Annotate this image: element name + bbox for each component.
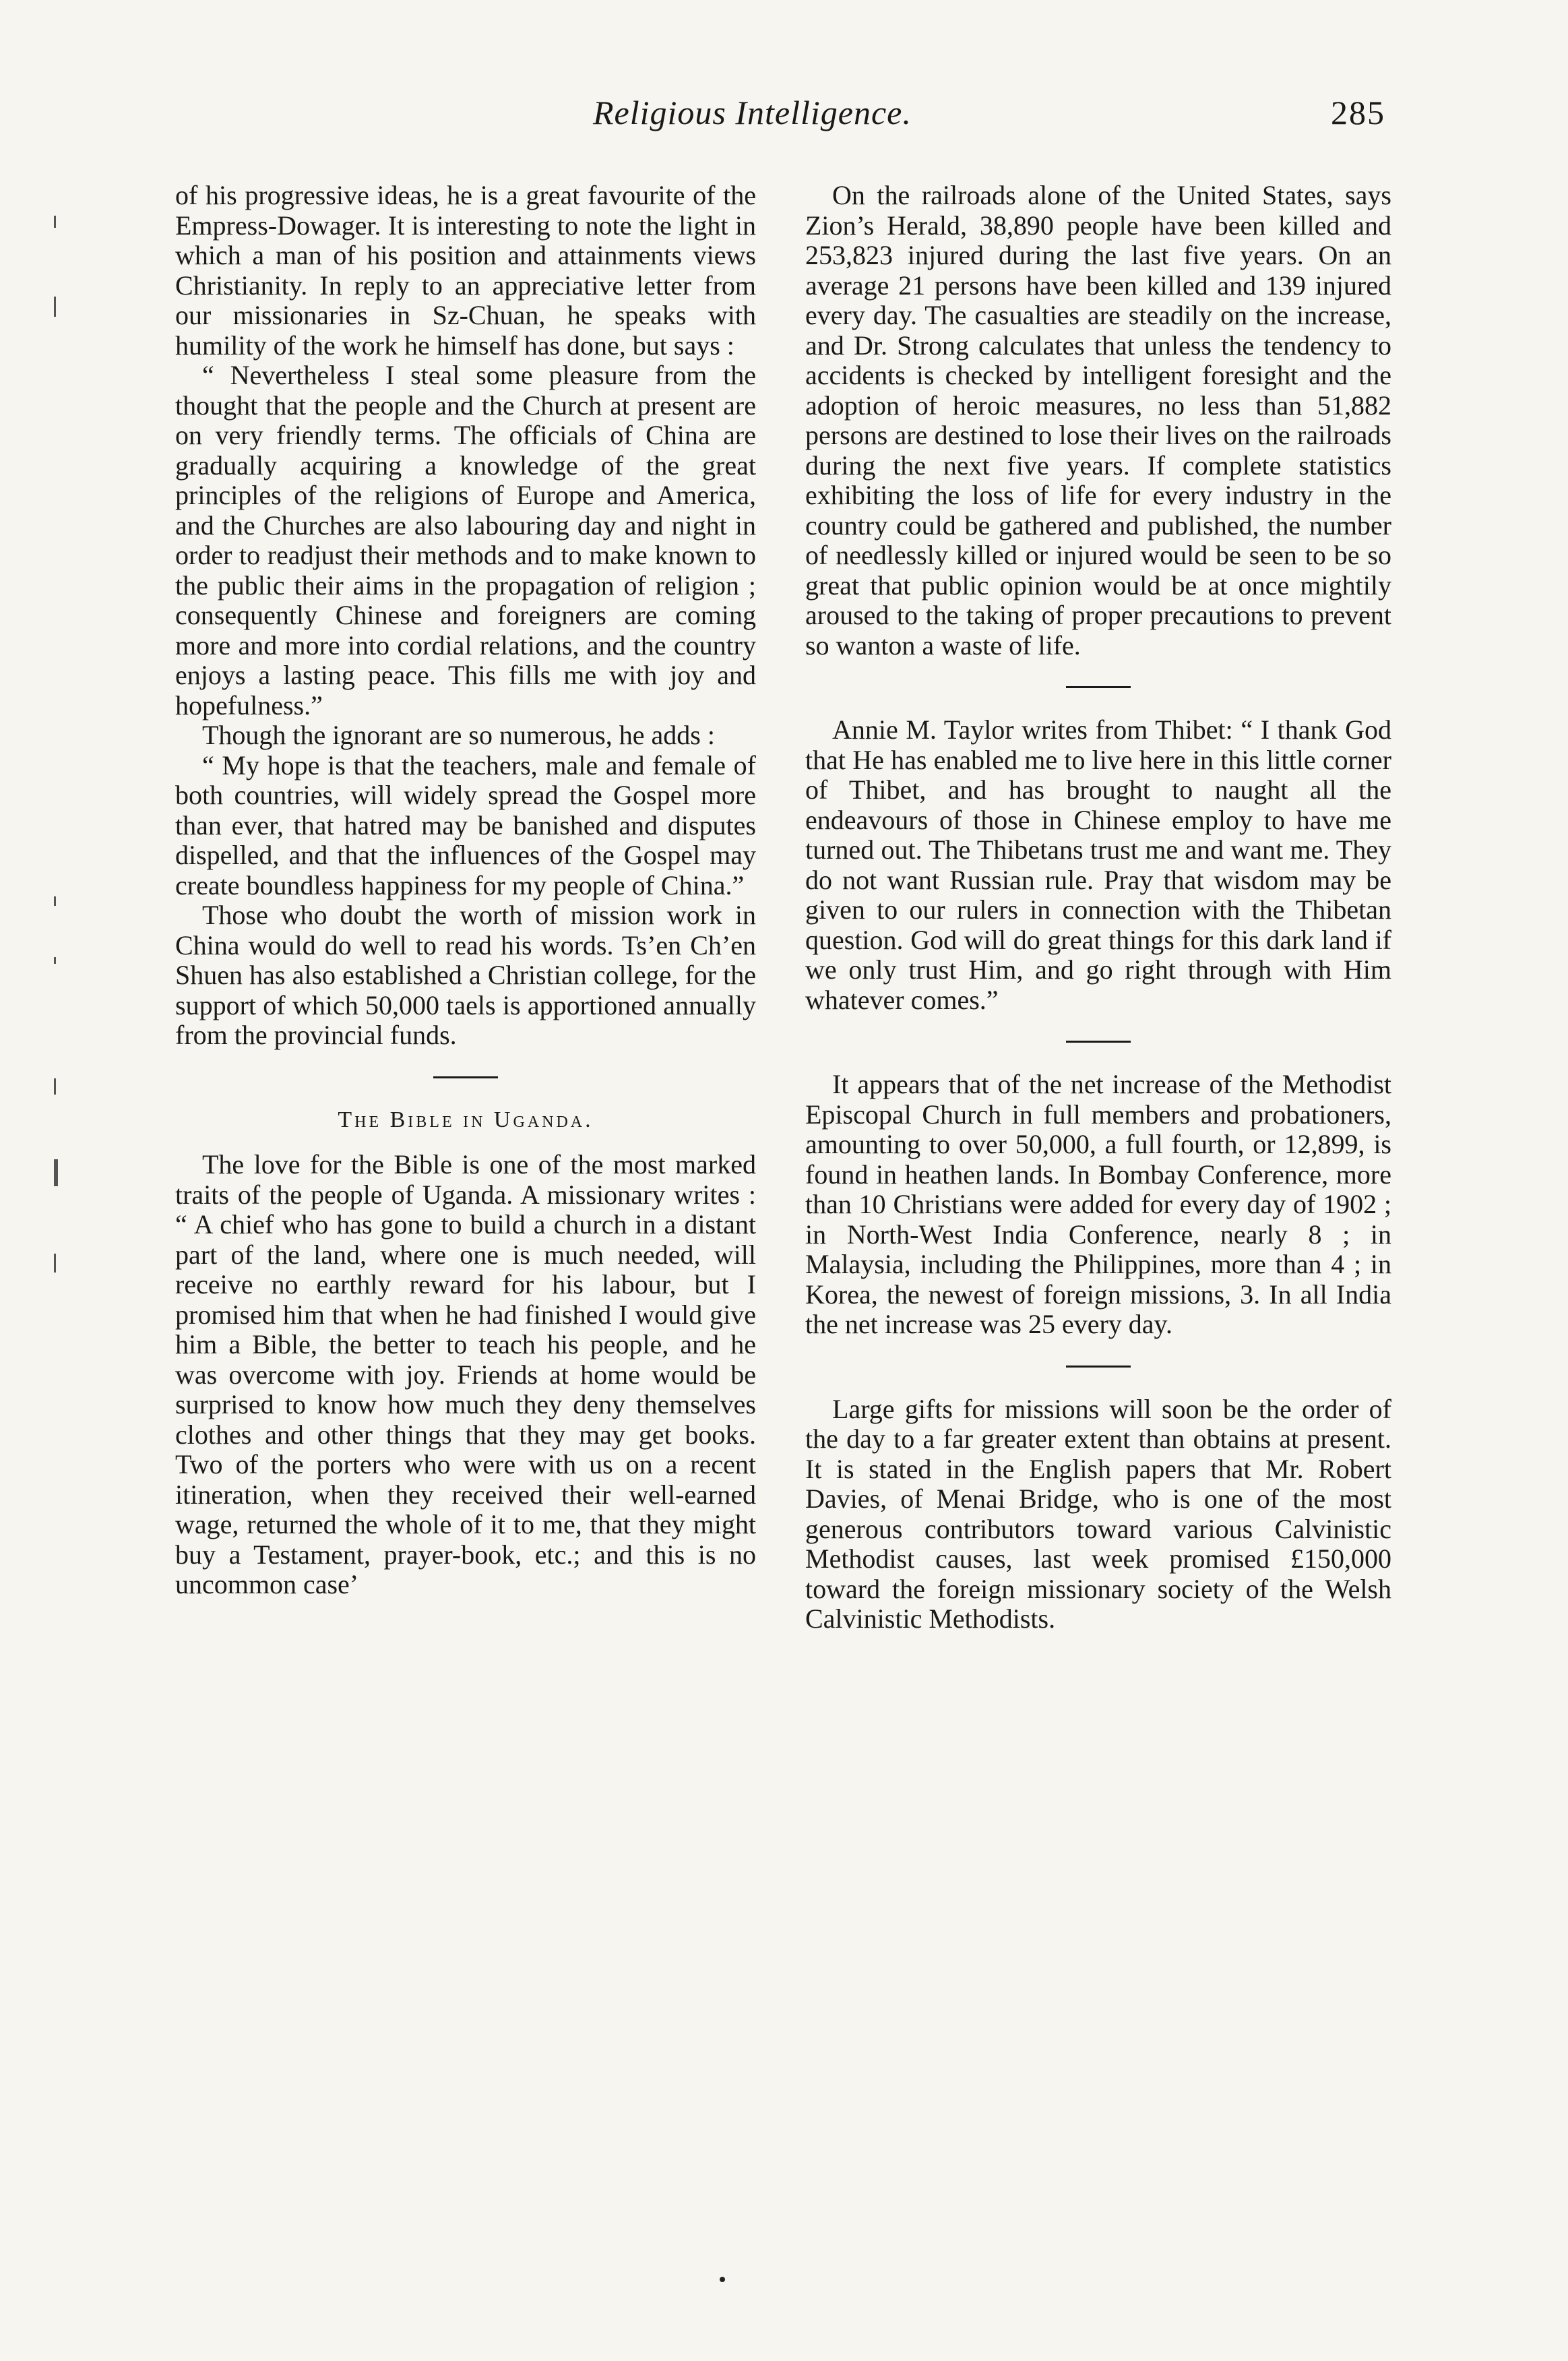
paragraph: Though the ignorant are so numerous, he adds : — [202, 720, 715, 750]
paragraph: It appears that of the net increase of the Methodist Episcopal Church in full members and probationers, amounting to over 50,000, a full fourth, or 12,899, is found in heathen lands. In Bombay Conference, more than 10 Christians were added for every day of 1902 ; in North-West India Conference, nearly 8 ; in Malaysia, including the Philippines, more than 4 ; in Korea, the newest of foreign missions, 3. In all India the net increase was 25 every day. — [805, 1069, 1391, 1339]
left-column — [175, 181, 756, 1600]
paragraph: On the railroads alone of the United States, says Zion’s Herald, 38,890 people have been killed and 253,823 injured during the last five years. On an average 21 persons have been killed and 139 injured every day. The casualties are steadily on the increase, and Dr. Strong calculates that unless the tendency to accidents is checked by intelligent foresight and the adoption of heroic measures, no less than 51,882 persons are destined to lose their lives on the railroads during the next five years. If complete statistics exhibiting the loss of life for every industry in the country could be gathered and published, the number of needlessly killed or injured would be seen to be so great that public opinion would be at once mightily aroused to the taking of proper precautions to prevent so wanton a waste of life. — [805, 180, 1391, 661]
section-divider — [1066, 1366, 1131, 1368]
page-number: 285 — [1331, 94, 1385, 131]
section-heading: The Bible in Uganda. — [338, 1107, 594, 1132]
quotation: “ Nevertheless I steal some pleasure from the thought that the people and the Church at present are on very friendly terms. The officials of China are gradually acquiring a knowledge of the great principles of the religions of Europe and America, and the Churches are also labouring day and night in order to readjust their methods and to make known to the public their aims in the propagation of religion ; consequently Chinese and foreigners are coming more and more into cordial relations, and the country enjoys a lasting peace. This fills me with joy and hopefulness.” — [175, 360, 756, 720]
paragraph: Those who doubt the worth of mission work in China would do well to read his words. Ts’en Ch’en Shuen has also established a Christian college, for the support of which 50,000 taels is apportioned annually from the provincial funds. — [175, 900, 756, 1050]
section-divider — [1066, 1041, 1131, 1043]
running-header — [0, 93, 1568, 147]
page-footer-dot — [720, 2277, 725, 2282]
paragraph: Annie M. Taylor writes from Thibet: “ I thank God that He has enabled me to live here in this little corner of Thibet, and has brought to naught all the endeavours of those in Chinese employ to have me turned out. The Thibetans trust me and want me. They do not want Russian rule. Pray that wisdom may be given to our rulers in connection with the Thibetan question. God will do great things for this dark land if we only trust Him, and go right through with Him whatever comes.” — [805, 714, 1391, 1015]
running-title: Religious Intelligence. — [593, 94, 912, 131]
margin-scan-marks — [40, 202, 81, 1415]
right-column — [805, 181, 1391, 1634]
paragraph: Large gifts for missions will soon be the order of the day to a far greater extent than obtains at present. It is stated in the English papers that Mr. Robert Davies, of Menai Bridge, who is one of the most generous contributors toward various Calvinistic Methodist causes, last week promised £150,000 toward the foreign missionary society of the Welsh Calvinistic Methodists. — [805, 1393, 1391, 1634]
section-divider — [433, 1076, 498, 1078]
section-divider — [1066, 686, 1131, 688]
quotation: “ My hope is that the teachers, male and female of both countries, will widely spread the Gospel more than ever, that hatred may be banished and disputes dispelled, and that the influences of the Gospel may create boundless happiness for my people of China.” — [175, 749, 756, 900]
paragraph: The love for the Bible is one of the most marked traits of the people of Uganda. A missionary writes : “ A chief who has gone to build a church in a distant part of the land, where one is much needed, will receive no earthly reward for his labour, but I promised him that when he had finished I would give him a Bible, the better to teach his people, and he was overcome with joy. Friends at home would be surprised to know how much they deny themselves clothes and other things that they may get books. Two of the porters who were with us on a recent itineration, when they received their well-earned wage, returned the whole of it to me, that they might buy a Testament, prayer-book, etc.; and this is no uncommon case’ — [175, 1149, 756, 1599]
paragraph: of his progressive ideas, he is a great favourite of the Empress-Dowager. It is interesting to note the light in which a man of his position and attainments views Christianity. In reply to an appreciative letter from our missionaries in Sz-Chuan, he speaks with humility of the work he himself has done, but says : — [175, 180, 756, 361]
